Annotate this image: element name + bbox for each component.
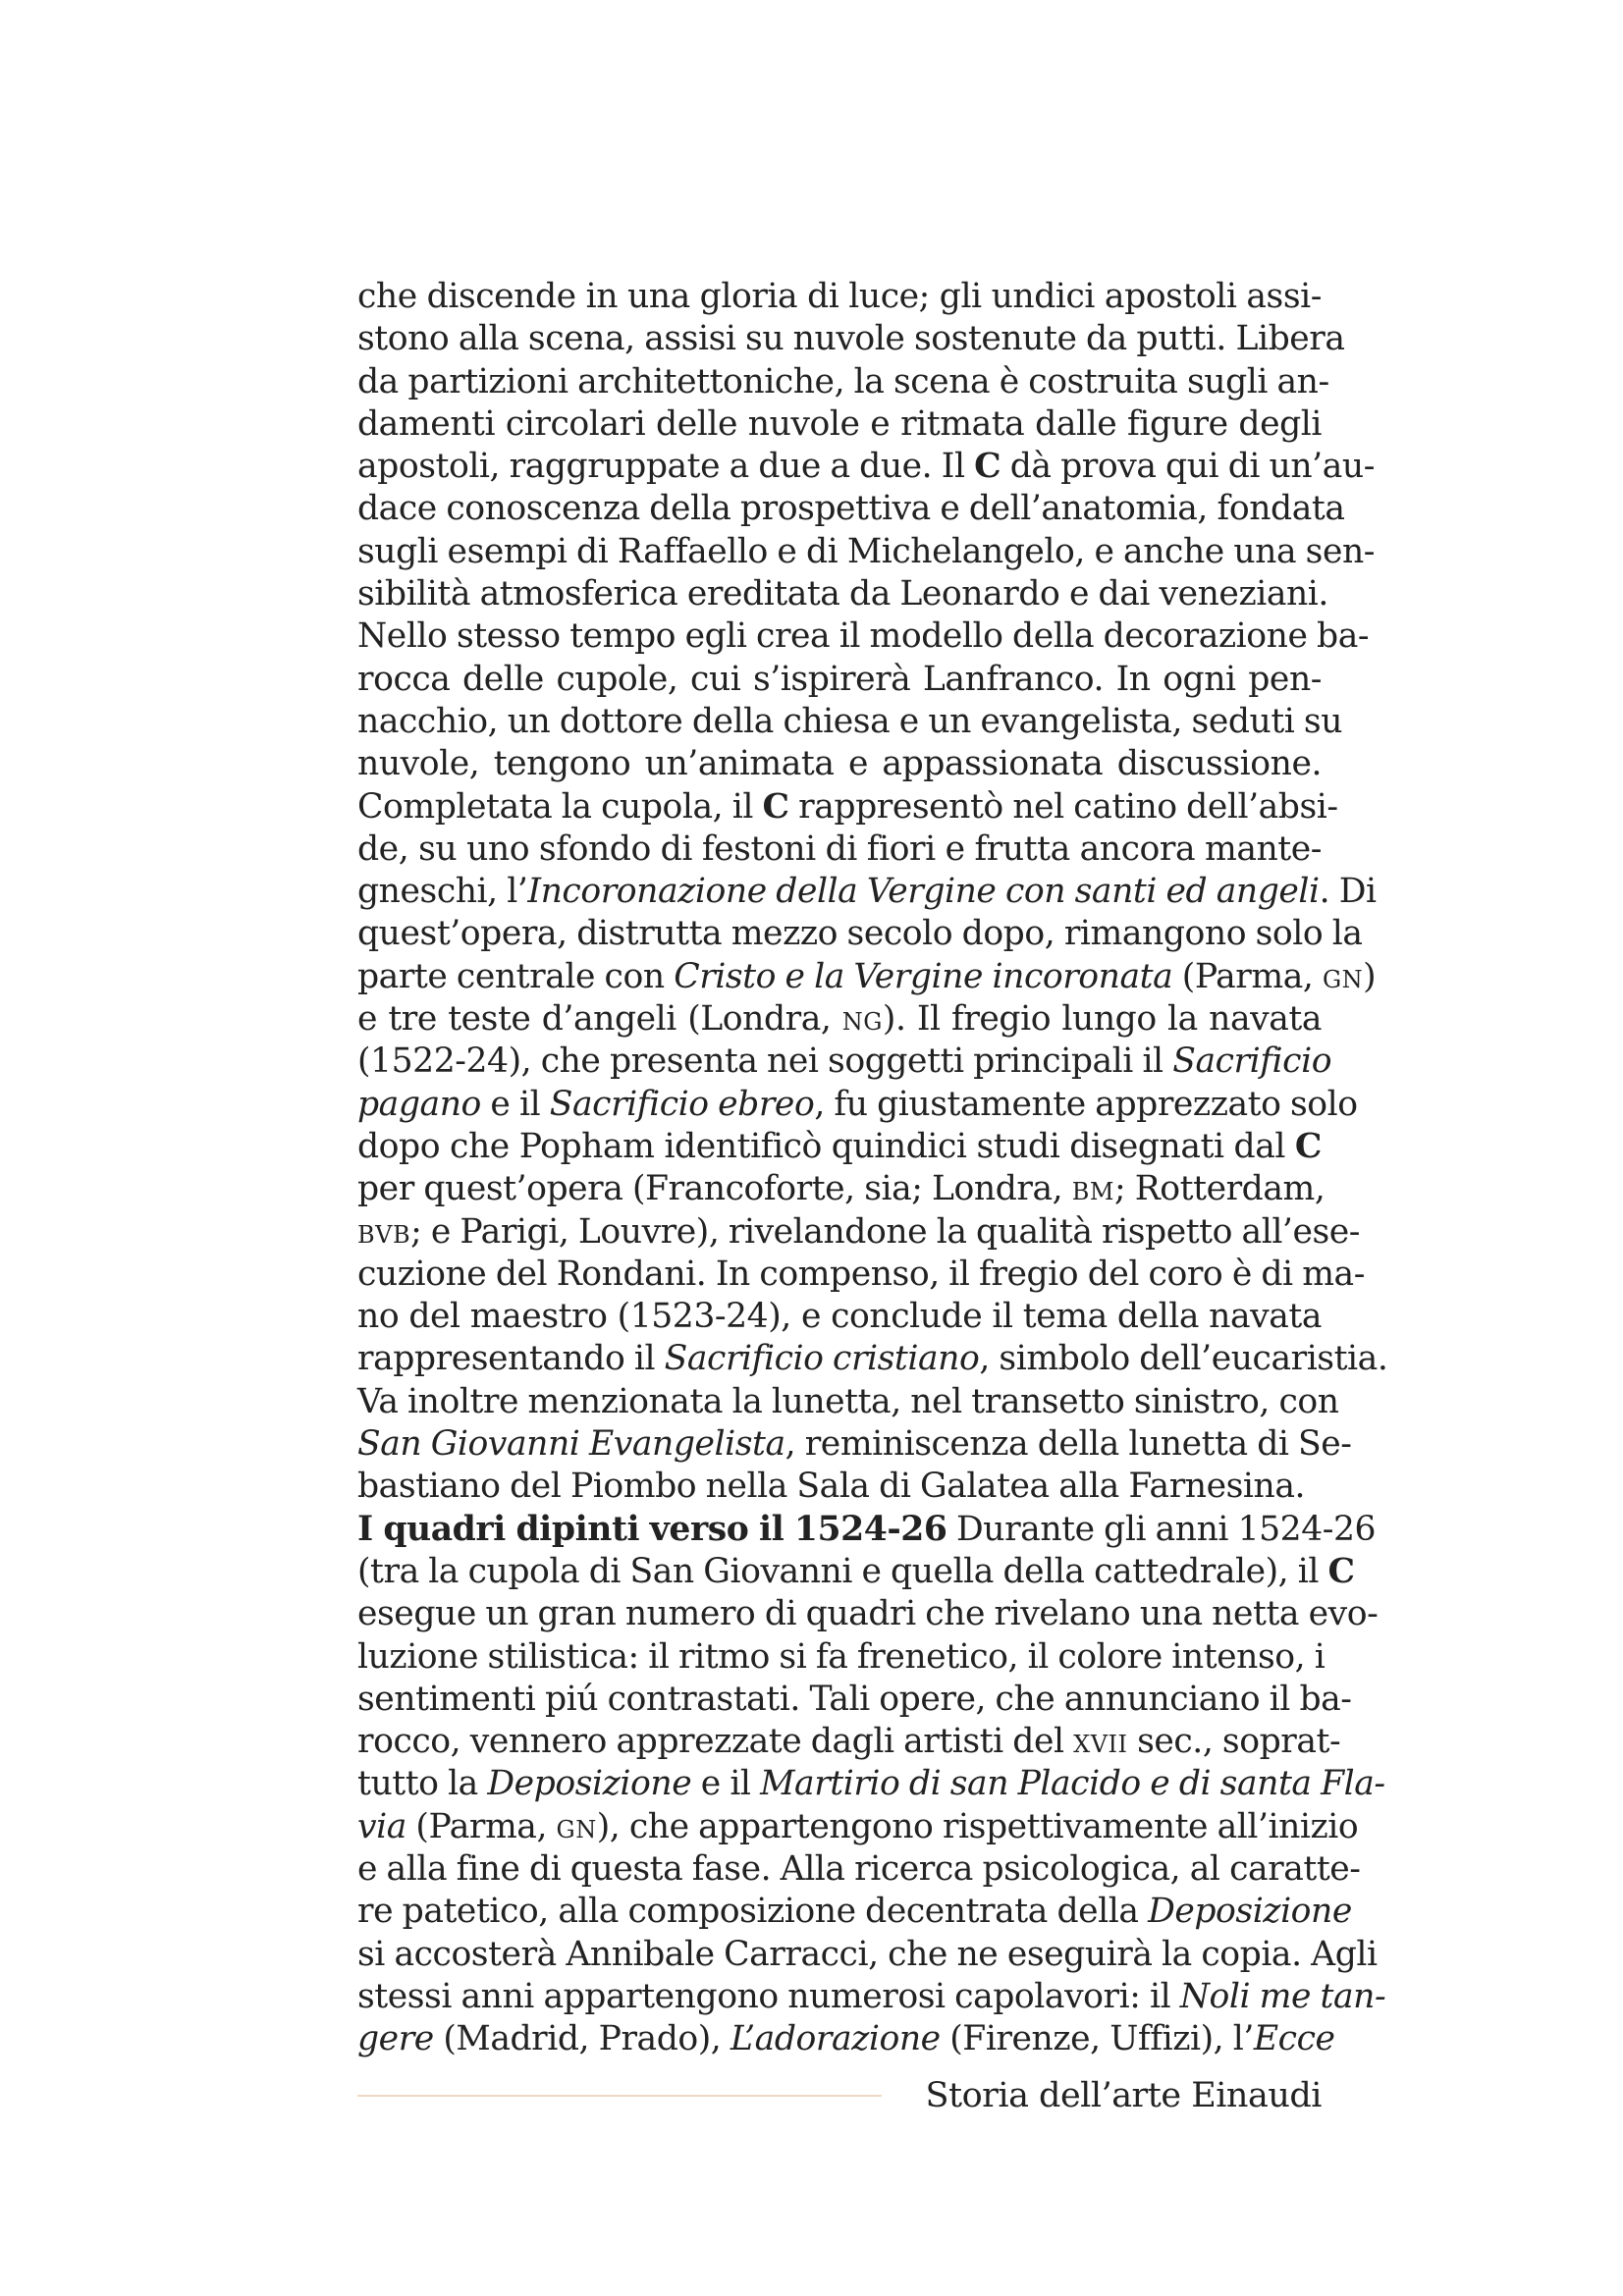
- text-segment: ; Rotterdam,: [1113, 1169, 1325, 1209]
- text-line: [357, 1211, 1361, 1254]
- text-segment: San Giovanni Evangelista: [357, 1424, 785, 1465]
- text-segment: ), che appartengono rispettivamente all’inizio: [596, 1806, 1359, 1846]
- text-segment: e tre teste d’angeli (Londra,: [357, 999, 842, 1040]
- text-segment: gn: [1322, 956, 1364, 996]
- text-segment: tutto la: [357, 1764, 488, 1804]
- text-segment: no del maestro (1523-24), e conclude il tema della navata: [357, 1297, 1322, 1337]
- text-segment: Noli me tan-: [1179, 1976, 1386, 2016]
- text-segment: C: [1294, 1126, 1322, 1166]
- text-line: [357, 1466, 1322, 1508]
- text-segment: nuvole, tengono un’animata e appassionata discussione.: [357, 744, 1322, 784]
- text-segment: dà prova qui di un’au-: [1001, 447, 1375, 487]
- text-segment: che discende in una gloria di luce; gli undici apostoli assi-: [357, 277, 1322, 316]
- text-segment: Sacrificio cristiano: [664, 1339, 980, 1379]
- text-line: [357, 1806, 1359, 1848]
- text-segment: I quadri dipinti verso il 1524-26: [357, 1509, 947, 1549]
- text-segment: bm: [1071, 1169, 1114, 1209]
- text-segment: (Parma,: [1172, 956, 1323, 996]
- text-segment: , simbolo dell’eucaristia.: [979, 1339, 1388, 1379]
- text-segment: , fu giustamente apprezzato solo: [814, 1084, 1358, 1124]
- text-line: [357, 828, 1322, 871]
- text-segment: apostoli, raggruppate a due a due. Il: [357, 447, 975, 487]
- text-line: [357, 1551, 1355, 1593]
- text-line: [357, 1168, 1325, 1210]
- text-segment: rocca delle cupole, cui s’ispirerà Lanfranco. In ogni pen-: [357, 659, 1322, 699]
- text-segment: stono alla scena, assisi su nuvole sostenute da putti. Libera: [357, 319, 1345, 359]
- text-line: [357, 1934, 1378, 1976]
- page-footer: [357, 2071, 1322, 2120]
- text-segment: Deposizione: [1148, 1892, 1352, 1932]
- text-line: [357, 361, 1329, 403]
- text-line: [357, 1679, 1352, 1721]
- text-segment: Sacrificio: [1172, 1041, 1332, 1082]
- text-line: [357, 1636, 1325, 1679]
- text-segment: , reminiscenza della lunetta di Se-: [784, 1424, 1352, 1465]
- text-segment: via: [357, 1806, 406, 1846]
- text-segment: ). Il fregio lungo la navata: [882, 999, 1322, 1040]
- text-segment: sentimenti piú contrastati. Tali opere, che annunciano il ba-: [357, 1679, 1352, 1719]
- text-line: [357, 659, 1322, 701]
- text-segment: (1522-24), che presenta nei soggetti principali il: [357, 1041, 1173, 1082]
- text-segment: (tra la cupola di San Giovanni e quella della cattedrale), il: [357, 1551, 1328, 1591]
- text-line: [357, 1296, 1322, 1338]
- text-line: [357, 318, 1345, 360]
- text-segment: sugli esempi di Raffaello e di Michelangelo, e anche una sen-: [357, 531, 1376, 571]
- text-line: [357, 403, 1322, 446]
- text-segment: re patetico, alla composizione decentrata della: [357, 1892, 1149, 1932]
- text-line: [357, 701, 1343, 743]
- text-segment: esegue un gran numero di quadri che rivelano una netta evo-: [357, 1594, 1379, 1634]
- text-line: [357, 1041, 1332, 1083]
- text-segment: per quest’opera (Francoforte, sia; Londra,: [357, 1169, 1072, 1209]
- text-segment: bastiano del Piombo nella Sala di Galatea alla Farnesina.: [357, 1467, 1306, 1507]
- text-segment: ng: [841, 999, 883, 1040]
- text-segment: bvb: [357, 1211, 411, 1252]
- text-line: [357, 1381, 1339, 1423]
- footer-title: Storia dell’arte Einaudi: [925, 2076, 1322, 2115]
- body-text: [357, 276, 1388, 2060]
- text-segment: damenti circolari delle nuvole e ritmata dalle figure degli: [357, 403, 1322, 444]
- text-line: [357, 1763, 1385, 1805]
- text-segment: nacchio, un dottore della chiesa e un evangelista, seduti su: [357, 701, 1343, 741]
- text-segment: e il: [480, 1084, 550, 1124]
- text-segment: ): [1363, 956, 1377, 996]
- text-line: [357, 786, 1338, 828]
- footer-rule: [357, 2095, 882, 2097]
- text-line: [357, 913, 1363, 955]
- text-segment: stessi anni appartengono numerosi capolavori: il: [357, 1976, 1180, 2016]
- text-segment: de, su uno sfondo di festoni di fiori e frutta ancora mante-: [357, 828, 1322, 869]
- text-segment: quest’opera, distrutta mezzo secolo dopo, rimangono solo la: [357, 914, 1363, 954]
- text-line: [357, 1721, 1341, 1763]
- text-segment: Ecce: [1253, 2019, 1335, 2059]
- text-segment: gere: [357, 2019, 434, 2059]
- text-segment: sibilità atmosferica ereditata da Leonardo e dai veneziani.: [357, 574, 1328, 614]
- text-line: [357, 1338, 1388, 1380]
- text-line: [357, 1976, 1386, 2018]
- text-segment: C: [974, 447, 1001, 487]
- text-line: [357, 1848, 1361, 1891]
- text-segment: rappresentando il: [357, 1339, 665, 1379]
- text-segment: Va inoltre menzionata la lunetta, nel transetto sinistro, con: [357, 1381, 1339, 1421]
- text-line: [357, 1593, 1379, 1635]
- text-segment: gn: [556, 1806, 597, 1846]
- text-line: [357, 531, 1376, 573]
- text-segment: Cristo e la Vergine incoronata: [674, 956, 1173, 996]
- text-line: [357, 1509, 1377, 1551]
- text-segment: da partizioni architettoniche, la scena è costruita sugli an-: [357, 361, 1329, 401]
- text-segment: Sacrificio ebreo: [549, 1084, 815, 1124]
- text-line: [357, 1084, 1358, 1126]
- text-segment: dace conoscenza della prospettiva e dell’anatomia, fondata: [357, 489, 1345, 529]
- text-line: [357, 956, 1377, 998]
- text-line: [357, 446, 1375, 488]
- text-segment: (Firenze, Uffizi), l’: [940, 2019, 1254, 2059]
- text-segment: rappresentò nel catino dell’absi-: [788, 786, 1338, 827]
- text-line: [357, 573, 1328, 615]
- text-segment: Deposizione: [487, 1764, 692, 1804]
- text-segment: luzione stilistica: il ritmo si fa frenetico, il colore intenso, i: [357, 1636, 1325, 1677]
- text-line: [357, 743, 1322, 785]
- text-line: [357, 2018, 1335, 2060]
- text-line: [357, 276, 1322, 318]
- text-line: [357, 1423, 1352, 1466]
- text-segment: gneschi, l’: [357, 872, 528, 912]
- text-segment: xvii: [1073, 1722, 1128, 1762]
- text-line: [357, 488, 1345, 530]
- text-line: [357, 615, 1370, 658]
- text-segment: cuzione del Rondani. In compenso, il fregio del coro è di ma-: [357, 1254, 1365, 1294]
- text-segment: rocco, vennero apprezzate dagli artisti del: [357, 1722, 1074, 1762]
- text-segment: Incoronazione della Vergine con santi ed angeli: [527, 872, 1320, 912]
- text-segment: ; e Parigi, Louvre), rivelandone la qualità rispetto all’ese-: [410, 1211, 1361, 1252]
- text-line: [357, 871, 1377, 913]
- text-segment: . Di: [1319, 872, 1377, 912]
- text-segment: L’adorazione: [730, 2019, 941, 2059]
- text-line: [357, 1254, 1365, 1296]
- text-segment: Completata la cupola, il: [357, 786, 763, 827]
- text-segment: (Madrid, Prado),: [433, 2019, 730, 2059]
- text-segment: pagano: [357, 1084, 481, 1124]
- text-segment: e il: [691, 1764, 761, 1804]
- text-segment: sec., soprat-: [1127, 1722, 1341, 1762]
- text-segment: Nello stesso tempo egli crea il modello della decorazione ba-: [357, 616, 1370, 657]
- text-segment: Durante gli anni 1524-26: [947, 1509, 1377, 1549]
- text-segment: e alla fine di questa fase. Alla ricerca psicologica, al caratte-: [357, 1848, 1361, 1889]
- text-segment: (Parma,: [406, 1806, 557, 1846]
- text-segment: Martirio di san Placido e di santa Fla-: [760, 1764, 1385, 1804]
- text-segment: C: [1327, 1551, 1355, 1591]
- text-line: [357, 998, 1322, 1041]
- text-segment: dopo che Popham identificò quindici studi disegnati dal: [357, 1126, 1295, 1166]
- text-line: [357, 1891, 1352, 1933]
- text-segment: si accosterà Annibale Carracci, che ne eseguirà la copia. Agli: [357, 1934, 1378, 1974]
- text-segment: parte centrale con: [357, 956, 675, 996]
- text-line: [357, 1126, 1322, 1168]
- text-segment: C: [762, 786, 789, 827]
